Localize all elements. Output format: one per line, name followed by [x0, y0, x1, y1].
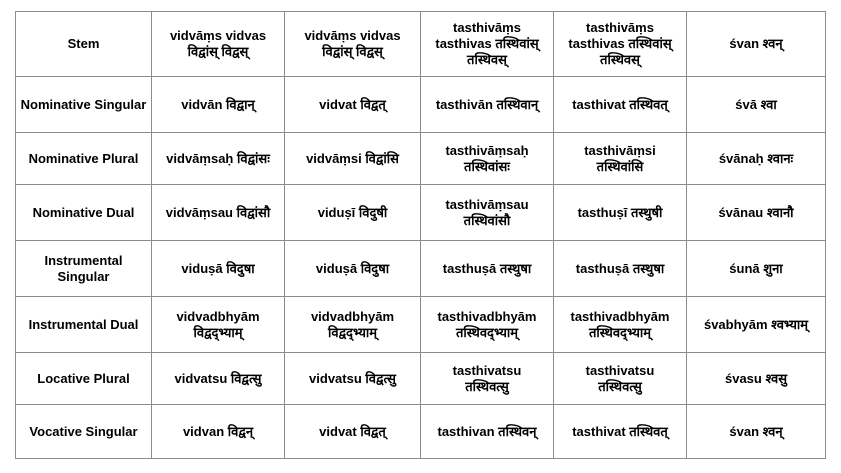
form-text-line: तस्थिवत्सु: [598, 378, 642, 394]
form-text-line: तस्थिवांसः: [464, 158, 510, 174]
form-cell: [554, 133, 687, 185]
form-text-line: vidvatsu विद्वत्सु: [174, 370, 262, 386]
form-text-line: tasthuṣā तस्थुषा: [575, 260, 665, 276]
form-text-line: śunā शुना: [729, 260, 783, 276]
form-text-line: tasthivadbhyām: [570, 308, 670, 324]
form-cell: [152, 405, 285, 459]
form-text-line: tasthivatsu: [585, 362, 655, 378]
table-row: [16, 405, 826, 459]
declension-table: [15, 11, 826, 459]
form-cell: [152, 241, 285, 297]
form-text-line: विद्वांस् विद्वस्: [187, 44, 249, 59]
form-text-line: vidvadbhyām: [310, 308, 395, 324]
form-text-line: तस्थिवस्: [600, 52, 640, 67]
table-row: [16, 297, 826, 353]
row-label-cell: [16, 405, 152, 459]
form-text-line: tasthivāṃsau: [445, 196, 529, 212]
row-label-cell: [16, 241, 152, 297]
form-cell: [554, 297, 687, 353]
form-text-line: śvan श्वन्: [729, 36, 783, 51]
row-label: Nominative Plural: [28, 150, 139, 166]
form-cell: [285, 353, 421, 405]
form-cell: [421, 241, 554, 297]
form-cell: [421, 405, 554, 459]
form-cell: [421, 297, 554, 353]
form-text-line: vidvāṃs vidvas: [169, 28, 267, 43]
form-cell: [152, 12, 285, 77]
form-text-line: vidvāṃs vidvas: [304, 28, 401, 43]
row-label: Stem: [67, 36, 100, 51]
form-cell: [421, 77, 554, 133]
form-cell: [554, 77, 687, 133]
form-cell: [152, 77, 285, 133]
table-row: [16, 77, 826, 133]
row-label-cell: [16, 353, 152, 405]
form-text-line: तस्थिवद्भ्याम्: [455, 324, 519, 340]
form-cell: [285, 12, 421, 77]
form-text-line: tasthivāṃs: [453, 20, 521, 35]
form-text-line: śvasu श्वसु: [724, 370, 787, 386]
form-text-line: तस्थिवांसौ: [463, 212, 511, 228]
form-text-line: vidvān विद्वान्: [181, 96, 255, 112]
form-text-line: viduṣā विदुषा: [181, 260, 255, 276]
form-text-line: tasthivān तस्थिवान्: [435, 96, 539, 112]
form-text-line: tasthuṣā तस्थुषा: [442, 260, 532, 276]
form-text-line: tasthivadbhyām: [437, 308, 537, 324]
form-cell: [285, 77, 421, 133]
form-text-line: tasthivas तस्थिवांस्: [568, 36, 672, 51]
form-cell: [554, 185, 687, 241]
form-text-line: vidvāṃsi विद्वांसि: [306, 150, 399, 166]
table-row: [16, 12, 826, 77]
row-label: Nominative Dual: [32, 204, 135, 220]
form-text-line: tasthuṣī तस्थुषी: [577, 204, 663, 220]
form-text-line: विद्वद्भ्याम्: [327, 324, 378, 340]
form-text-line: तस्थिवद्भ्याम्: [588, 324, 652, 340]
form-text-line: तस्थिवस्: [467, 52, 507, 67]
form-text-line: विद्वांस् विद्वस्: [322, 44, 383, 59]
form-text-line: तस्थिवत्सु: [465, 378, 509, 394]
row-label-cell: [16, 185, 152, 241]
row-label: Vocative Singular: [29, 423, 138, 439]
form-cell: [421, 12, 554, 77]
form-cell: [687, 297, 826, 353]
form-cell: [687, 77, 826, 133]
form-cell: [285, 405, 421, 459]
form-text-line: tasthivas तस्थिवांस्: [435, 36, 539, 51]
form-cell: [285, 185, 421, 241]
form-text-line: tasthivat तस्थिवत्: [572, 423, 668, 439]
form-text-line: vidvadbhyām: [176, 308, 260, 324]
form-text-line: tasthivatsu: [452, 362, 522, 378]
form-cell: [687, 405, 826, 459]
form-cell: [285, 133, 421, 185]
form-cell: [687, 12, 826, 77]
form-cell: [687, 353, 826, 405]
form-cell: [687, 133, 826, 185]
form-cell: [421, 133, 554, 185]
row-label: Nominative Singular: [20, 96, 147, 112]
form-cell: [554, 241, 687, 297]
form-cell: [152, 297, 285, 353]
form-text-line: तस्थिवांसि: [596, 158, 644, 174]
form-text-line: tasthivan तस्थिवन्: [437, 423, 537, 439]
form-cell: [152, 353, 285, 405]
row-label: Instrumental Singular: [44, 252, 123, 284]
form-text-line: śvānau श्वानौ: [718, 204, 794, 220]
form-cell: [687, 185, 826, 241]
form-cell: [152, 185, 285, 241]
form-text-line: śvabhyām श्वभ्याम्: [703, 316, 809, 332]
form-text-line: tasthivat तस्थिवत्: [572, 96, 668, 112]
form-text-line: vidvan विद्वन्: [182, 423, 254, 439]
form-text-line: vidvat विद्वत्: [319, 96, 386, 112]
row-label-cell: [16, 12, 152, 77]
form-text-line: śvan श्वन्: [729, 423, 783, 439]
form-cell: [554, 353, 687, 405]
form-text-line: viduṣī विदुषी: [317, 204, 388, 220]
row-label-cell: [16, 297, 152, 353]
form-cell: [421, 353, 554, 405]
form-text-line: vidvatsu विद्वत्सु: [309, 370, 396, 386]
form-text-line: vidvāṃsau विद्वांसौ: [165, 204, 271, 220]
form-cell: [687, 241, 826, 297]
form-cell: [285, 297, 421, 353]
row-label: Instrumental Dual: [28, 316, 139, 332]
form-text-line: tasthivāṃsaḥ: [445, 142, 529, 158]
row-label-cell: [16, 77, 152, 133]
form-cell: [421, 185, 554, 241]
form-text-line: viduṣā विदुषा: [315, 260, 390, 276]
table-row: [16, 241, 826, 297]
form-text-line: tasthivāṃsi: [584, 142, 656, 158]
form-text-line: vidvat विद्वत्: [319, 423, 386, 439]
form-cell: [554, 12, 687, 77]
table-row: [16, 133, 826, 185]
form-text-line: śvā श्वा: [735, 96, 777, 112]
form-cell: [554, 405, 687, 459]
table-row: [16, 185, 826, 241]
table-row: [16, 353, 826, 405]
form-cell: [285, 241, 421, 297]
form-text-line: विद्वद्भ्याम्: [193, 324, 243, 340]
form-cell: [152, 133, 285, 185]
form-text-line: śvānaḥ श्वानः: [718, 150, 794, 166]
form-text-line: tasthivāṃs: [586, 20, 654, 35]
row-label: Locative Plural: [37, 370, 130, 386]
form-text-line: vidvāṃsaḥ विद्वांसः: [166, 150, 270, 166]
row-label-cell: [16, 133, 152, 185]
